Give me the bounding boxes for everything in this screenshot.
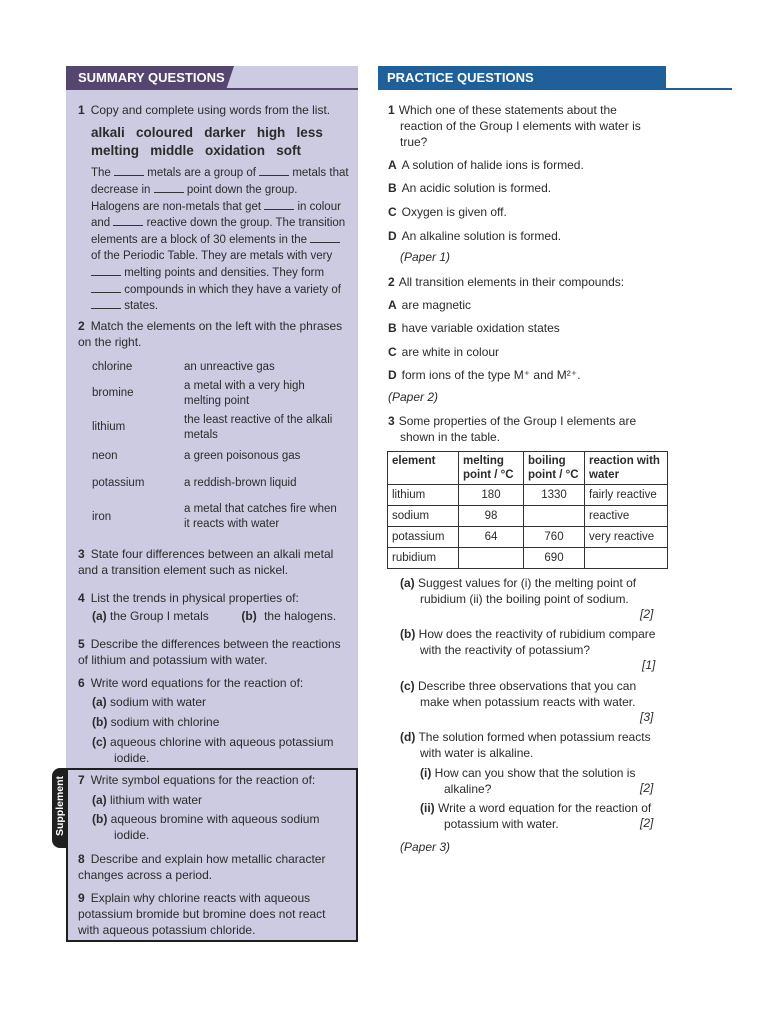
part-label: (b) — [92, 812, 108, 826]
part-text: Describe three observations that you can make when potassium reacts with water. — [418, 679, 637, 709]
summary-questions-header: SUMMARY QUESTIONS — [66, 66, 226, 90]
mark-allocation: [1] — [642, 658, 656, 672]
question-number: 3 — [78, 547, 85, 561]
table-cell: 690 — [524, 548, 585, 569]
question-6-part-b — [92, 714, 352, 730]
summary-question-1 — [78, 102, 348, 118]
part-text: aqueous bromine with aqueous sodium iodide. — [110, 812, 320, 842]
mark-allocation: [2] — [640, 816, 654, 830]
mark-allocation: [2] — [640, 781, 654, 795]
part-text: Suggest values for (i) the melting point of rubidium (ii) the boiling point of sodium. — [418, 576, 637, 606]
cloze-text: states. — [124, 300, 159, 313]
option-text: A solution of halide ions is formed. — [401, 158, 584, 172]
table-header: boiling point / °C — [524, 452, 585, 485]
practice-question-2 — [388, 274, 658, 290]
cloze-text: reactive down the group. The transition elements are a block of 30 elements in the — [91, 217, 346, 247]
table-cell: potassium — [388, 527, 459, 548]
cloze-text: of the Periodic Table. They are metals with very — [91, 249, 333, 262]
summary-question-7 — [78, 772, 348, 788]
part-text: How does the reactivity of rubidium compare with the reactivity of potassium? — [418, 627, 656, 657]
option-d — [388, 228, 658, 244]
option-text: have variable oxidation states — [401, 321, 560, 335]
match-element: potassium — [92, 477, 145, 489]
cloze-text: point down the group. Halogens are non-metals that get — [91, 183, 298, 213]
match-element: iron — [92, 511, 112, 523]
question-text: State four differences between an alkali metal and a transition element such as nickel. — [78, 547, 334, 577]
question-number: 2 — [78, 319, 85, 333]
table-header-row — [388, 452, 668, 485]
table-cell: 760 — [524, 527, 585, 548]
question-text: Some properties of the Group I elements are shown in the table. — [398, 414, 637, 444]
question-text: Which one of these statements about the reaction of the Group I elements with water is true? — [398, 103, 641, 149]
summary-question-3 — [78, 546, 348, 578]
table-cell: reactive — [585, 506, 668, 527]
part-label: (b) — [241, 609, 257, 623]
paper-reference: (Paper 2) — [388, 390, 439, 404]
question-7-part-a — [92, 792, 352, 808]
question-text: Explain why chlorine reacts with aqueous potassium bromide but bromine does not react with aqueous potassium chloride. — [78, 891, 326, 937]
option-text: An acidic solution is formed. — [401, 181, 552, 195]
option-a — [388, 297, 658, 313]
question-text: Copy and complete using words from the list. — [90, 103, 331, 117]
question-number: 4 — [78, 591, 85, 605]
match-phrase: a metal with a very high melting point — [184, 380, 305, 407]
question-6-part-c — [92, 734, 362, 766]
part-label: (i) — [420, 766, 432, 780]
word-list-line-2: melting middle oxidation soft — [91, 143, 302, 158]
part-label: (a) — [92, 695, 107, 709]
question-number: 9 — [78, 891, 85, 905]
blank — [259, 165, 289, 176]
question-3-part-a — [400, 575, 656, 607]
part-text: Write a word equation for the reaction of potassium with water. — [438, 801, 652, 831]
question-text: Describe the differences between the reactions of lithium and potassium with water. — [78, 637, 341, 667]
question-text: Write symbol equations for the reaction of: — [90, 773, 316, 787]
match-phrase: an unreactive gas — [184, 361, 275, 373]
table-cell — [459, 548, 524, 569]
part-text: the halogens. — [264, 609, 337, 623]
part-label: (a) — [92, 793, 107, 807]
match-phrase: a green poisonous gas — [184, 450, 301, 462]
table-cell — [585, 548, 668, 569]
question-4-parts — [92, 608, 352, 624]
match-element: chlorine — [92, 361, 133, 373]
mark-allocation: [2] — [640, 607, 654, 621]
part-label: (b) — [92, 715, 108, 729]
properties-table — [387, 451, 668, 569]
blank — [91, 298, 121, 309]
match-phrase: the least reactive of the alkali metals — [184, 414, 333, 441]
table-row — [388, 548, 668, 569]
table-row — [388, 506, 668, 527]
part-text: sodium with chlorine — [110, 715, 220, 729]
question-number: 5 — [78, 637, 85, 651]
cloze-text: in colour and — [91, 200, 341, 230]
paper-reference: (Paper 3) — [400, 840, 451, 854]
question-number: 3 — [388, 414, 395, 428]
supplement-label: Supplement — [54, 775, 66, 837]
summary-question-8 — [78, 851, 340, 883]
option-letter: D — [388, 229, 397, 243]
cloze-text: The — [91, 167, 111, 179]
option-letter: B — [388, 181, 397, 195]
table-header: element — [388, 452, 459, 485]
part-label: (a) — [400, 576, 415, 590]
part-label: (a) — [92, 609, 107, 623]
summary-question-6 — [78, 675, 348, 691]
summary-question-5 — [78, 636, 348, 668]
header-rule — [226, 88, 358, 90]
match-phrase: a metal that catches fire when it reacts with water — [184, 503, 337, 530]
part-label: (b) — [400, 627, 416, 641]
table-cell: 1330 — [524, 485, 585, 506]
table-header: reaction with water — [585, 452, 668, 485]
part-text: How can you show that the solution is alkaline? — [434, 766, 636, 796]
blank — [114, 165, 144, 176]
option-letter: A — [388, 298, 397, 312]
option-text: An alkaline solution is formed. — [401, 229, 562, 243]
option-letter: C — [388, 345, 397, 359]
match-phrase: a reddish-brown liquid — [184, 477, 297, 489]
question-3-part-d-ii — [420, 800, 658, 832]
option-text: are magnetic — [401, 298, 472, 312]
cloze-text: metals are a group of — [147, 167, 256, 179]
question-text: Write word equations for the reaction of: — [90, 676, 304, 690]
table-cell: sodium — [388, 506, 459, 527]
question-3-part-d — [400, 729, 656, 761]
blank — [310, 232, 340, 243]
question-number: 2 — [388, 275, 395, 289]
option-b — [388, 320, 658, 336]
question-number: 7 — [78, 773, 85, 787]
question-3-part-d-i — [420, 765, 644, 797]
word-list-line-1: alkali coloured darker high less — [91, 125, 323, 140]
blank — [113, 215, 143, 226]
option-c — [388, 204, 658, 220]
part-text: aqueous chlorine with aqueous potassium iodide. — [110, 735, 334, 765]
option-d — [388, 367, 658, 383]
table-cell: fairly reactive — [585, 485, 668, 506]
blank — [91, 265, 121, 276]
match-element: neon — [92, 450, 118, 462]
blank — [264, 199, 294, 210]
table-row — [388, 485, 668, 506]
summary-questions-panel — [66, 66, 358, 942]
question-number: 1 — [388, 103, 395, 117]
part-text: lithium with water — [110, 793, 203, 807]
question-3-part-b — [400, 626, 672, 658]
option-b — [388, 180, 658, 196]
question-number: 8 — [78, 852, 85, 866]
practice-questions-header: PRACTICE QUESTIONS — [378, 66, 666, 90]
supplement-tab — [52, 768, 68, 848]
option-c — [388, 344, 658, 360]
table-cell: 180 — [459, 485, 524, 506]
summary-question-9 — [78, 890, 340, 938]
match-element: bromine — [92, 387, 134, 399]
question-text: Match the elements on the left with the phrases on the right. — [78, 319, 343, 349]
part-label: (c) — [92, 735, 107, 749]
table-header: melting point / °C — [459, 452, 524, 485]
table-cell: 64 — [459, 527, 524, 548]
question-text: List the trends in physical properties of: — [90, 591, 299, 605]
part-label: (ii) — [420, 801, 435, 815]
table-row — [388, 527, 668, 548]
table-cell: rubidium — [388, 548, 459, 569]
cloze-text: metals that decrease in — [91, 167, 349, 196]
question-number: 1 — [78, 103, 85, 117]
option-text: form ions of the type M⁺ and M²⁺. — [401, 368, 581, 382]
part-text: The solution formed when potassium reacts with water is alkaline. — [418, 730, 651, 760]
option-letter: A — [388, 158, 397, 172]
option-letter: B — [388, 321, 397, 335]
cloze-paragraph — [91, 165, 349, 315]
summary-question-2 — [78, 318, 348, 350]
paper-reference: (Paper 1) — [400, 250, 451, 264]
question-text: Describe and explain how metallic character changes across a period. — [78, 852, 326, 882]
blank — [91, 282, 121, 293]
option-letter: D — [388, 368, 397, 382]
option-text: Oxygen is given off. — [401, 205, 507, 219]
question-7-part-b — [92, 811, 354, 843]
part-text: the Group I metals — [110, 609, 209, 623]
option-text: are white in colour — [401, 345, 500, 359]
part-text: sodium with water — [110, 695, 207, 709]
mark-allocation: [3] — [640, 710, 654, 724]
table-cell: lithium — [388, 485, 459, 506]
part-label: (c) — [400, 679, 415, 693]
practice-question-3 — [388, 413, 658, 445]
word-list — [91, 124, 351, 160]
question-number: 6 — [78, 676, 85, 690]
header-rule — [666, 88, 732, 90]
part-label: (d) — [400, 730, 416, 744]
table-cell: 98 — [459, 506, 524, 527]
table-cell — [524, 506, 585, 527]
question-text: All transition elements in their compounds: — [398, 275, 625, 289]
question-6-part-a — [92, 694, 352, 710]
cloze-text: compounds in which they have a variety of — [124, 283, 341, 296]
option-a — [388, 157, 658, 173]
match-element: lithium — [92, 421, 126, 433]
practice-question-1 — [388, 102, 658, 150]
table-cell: very reactive — [585, 527, 668, 548]
option-letter: C — [388, 205, 397, 219]
blank — [154, 182, 184, 193]
question-3-part-c — [400, 678, 666, 710]
summary-question-4 — [78, 590, 348, 606]
cloze-text: melting points and densities. They form — [124, 266, 325, 279]
